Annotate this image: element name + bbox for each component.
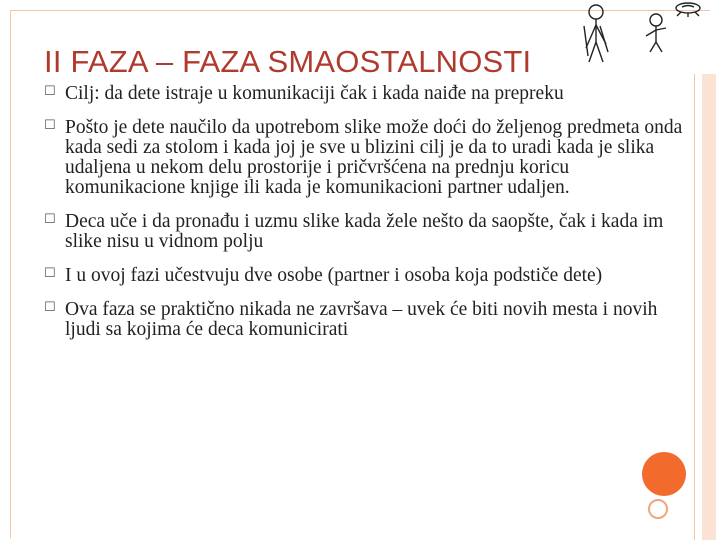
bullet-text: I u ovoj fazi učestvuju dve osobe (partner i osoba koja podstiče dete) [65, 265, 603, 286]
right-accent-line [694, 74, 695, 540]
square-bullet-icon: ☐ [44, 212, 56, 227]
list-item [44, 300, 684, 340]
stick-figures-illustration [572, 0, 720, 80]
right-accent-bar [702, 74, 716, 540]
bullet-text: Ova faza se praktično nikada ne završava – uvek će biti novih mesta i novih ljudi sa kojima će deca komunicirati [65, 299, 658, 340]
bullet-list [44, 84, 684, 354]
list-item [44, 84, 684, 104]
bullet-text: Cilj: da dete istraje u komunikaciji čak i kada naiđe na prepreku [65, 83, 564, 104]
square-bullet-icon: ☐ [44, 266, 56, 281]
list-item [44, 118, 684, 198]
square-bullet-icon: ☐ [44, 118, 56, 133]
list-item [44, 266, 684, 286]
bullet-text: Deca uče i da pronađu i uzmu slike kada žele nešto da saopšte, čak i kada im slike nisu u vidnom polju [65, 211, 664, 252]
bullet-text: Pošto je dete naučilo da upotrebom slike može doći do željenog predmeta onda kada sedi za stolom i kada joj je sve u blizini cilj je da to uradi kada je slika udaljena u nekom delu prostorije i pričvršćena na prednju koricu komunikacione knjige ili kada je komunikacioni partner udaljen. [65, 117, 683, 198]
decorative-outline-circle [648, 499, 668, 519]
decorative-orange-circle [642, 452, 686, 496]
square-bullet-icon: ☐ [44, 300, 56, 315]
slide-title: II FAZA – FAZA SMAOSTALNOSTI [44, 44, 532, 79]
square-bullet-icon: ☐ [44, 84, 56, 99]
list-item [44, 212, 684, 252]
